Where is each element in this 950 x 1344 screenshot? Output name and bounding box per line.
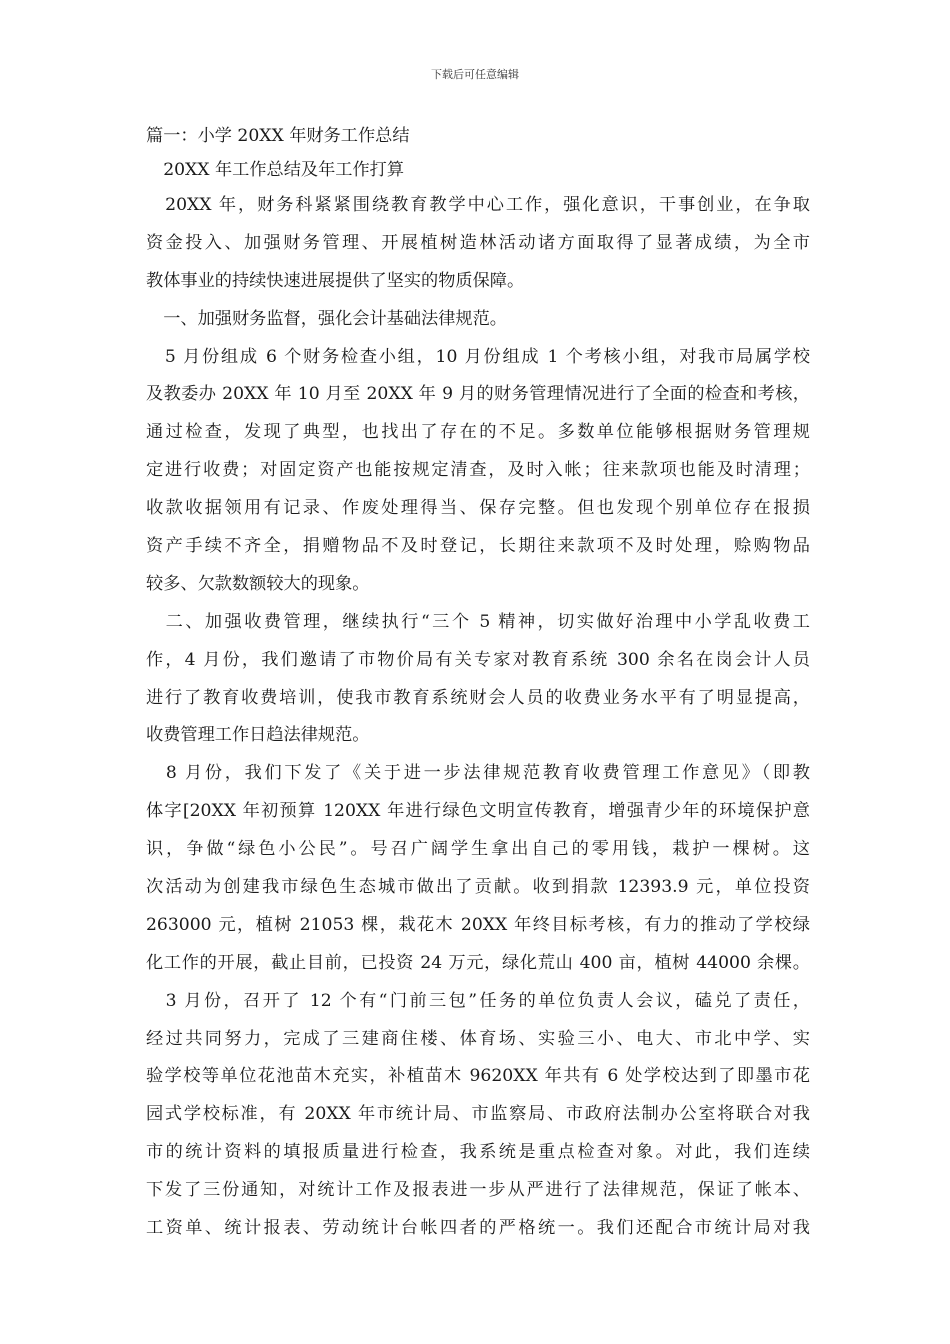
paragraph-line: 收费管理工作日趋法律规范。	[146, 725, 370, 746]
paragraph-line: 识，争做“绿色小公民”。号召广阔学生拿出自己的零用钱，栽护一棵树。这	[146, 839, 810, 860]
paragraph-line: 20XX 年，财务科紧紧围绕教育教学中心工作，强化意识，干事创业，在争取	[146, 195, 810, 215]
paragraph-line: 市的统计资料的填报质量进行检查，我系统是重点检查对象。对此，我们连续	[146, 1142, 810, 1163]
paragraph-line: 化工作的开展，截止目前，已投资 24 万元，绿化荒山 400 亩，植树 44000 余棵。	[146, 952, 810, 973]
document-title: 篇一：小学 20XX 年财务工作总结	[146, 126, 410, 146]
paragraph-line: 263000 元，植树 21053 棵，栽花木 20XX 年终目标考核，有力的推动了学校绿	[146, 914, 810, 935]
paragraph-line: 及教委办 20XX 年 10 月至 20XX 年 9 月的财务管理情况进行了全面的检查和考核，	[146, 384, 810, 405]
paragraph-line: 定进行收费；对固定资产也能按规定清查，及时入帐；往来款项也能及时清理；	[146, 460, 810, 481]
paragraph-line: 较多、欠款数额较大的现象。	[146, 573, 370, 594]
paragraph-line: 下发了三份通知，对统计工作及报表进一步从严进行了法律规范，保证了帐本、	[146, 1180, 810, 1201]
paragraph-line: 资产手续不齐全，捐赠物品不及时登记，长期往来款项不及时处理，赊购物品	[146, 536, 810, 557]
paragraph-line: 资金投入、加强财务管理、开展植树造林活动诸方面取得了显著成绩，为全市	[146, 232, 810, 253]
paragraph-line: 进行了教育收费培训，使我市教育系统财会人员的收费业务水平有了明显提高，	[146, 687, 810, 708]
document-subtitle: 20XX 年工作总结及年工作打算	[146, 159, 405, 180]
paragraph-line: 3 月份，召开了 12 个有“门前三包”任务的单位负责人会议，磕兑了责任，	[146, 990, 810, 1011]
paragraph-line: 作，4 月份，我们邀请了市物价局有关专家对教育系统 300 余名在岗会计人员	[146, 649, 810, 670]
section-heading: 一、加强财务监督，强化会计基础法律规范。	[146, 308, 507, 329]
paragraph-line: 教体事业的持续快速进展提供了坚实的物质保障。	[146, 270, 525, 291]
section-heading: 二、加强收费管理，继续执行“三个 5 精神，切实做好治理中小学乱收费工	[146, 611, 810, 632]
paragraph-line: 8 月份，我们下发了《关于进一步法律规范教育收费管理工作意见》（即教	[146, 763, 810, 784]
paragraph-line: 次活动为创建我市绿色生态城市做出了贡献。收到捐款 12393.9 元，单位投资	[146, 877, 810, 898]
paragraph-line: 5 月份组成 6 个财务检查小组，10 月份组成 1 个考核小组，对我市局属学校	[146, 346, 810, 367]
paragraph-line: 验学校等单位花池苗木充实，补植苗木 9620XX 年共有 6 处学校达到了即墨市花	[146, 1066, 810, 1087]
paragraph-line: 体字[20XX 年初预算 120XX 年进行绿色文明宣传教育，增强青少年的环境保护意	[146, 801, 810, 822]
document-body	[146, 120, 810, 1248]
paragraph-line: 经过共同努力，完成了三建商住楼、体育场、实验三小、电大、市北中学、实	[146, 1028, 810, 1049]
paragraph-line: 收款收据领用有记录、作废处理得当、保存完整。但也发现个别单位存在报损	[146, 498, 810, 519]
paragraph-line: 园式学校标准，有 20XX 年市统计局、市监察局、市政府法制办公室将联合对我	[146, 1104, 810, 1125]
page-header: 下载后可任意编辑	[431, 68, 519, 81]
paragraph-line: 通过检查，发现了典型，也找出了存在的不足。多数单位能够根据财务管理规	[146, 422, 810, 443]
paragraph-line: 工资单、统计报表、劳动统计台帐四者的严格统一。我们还配合市统计局对我	[146, 1218, 810, 1239]
